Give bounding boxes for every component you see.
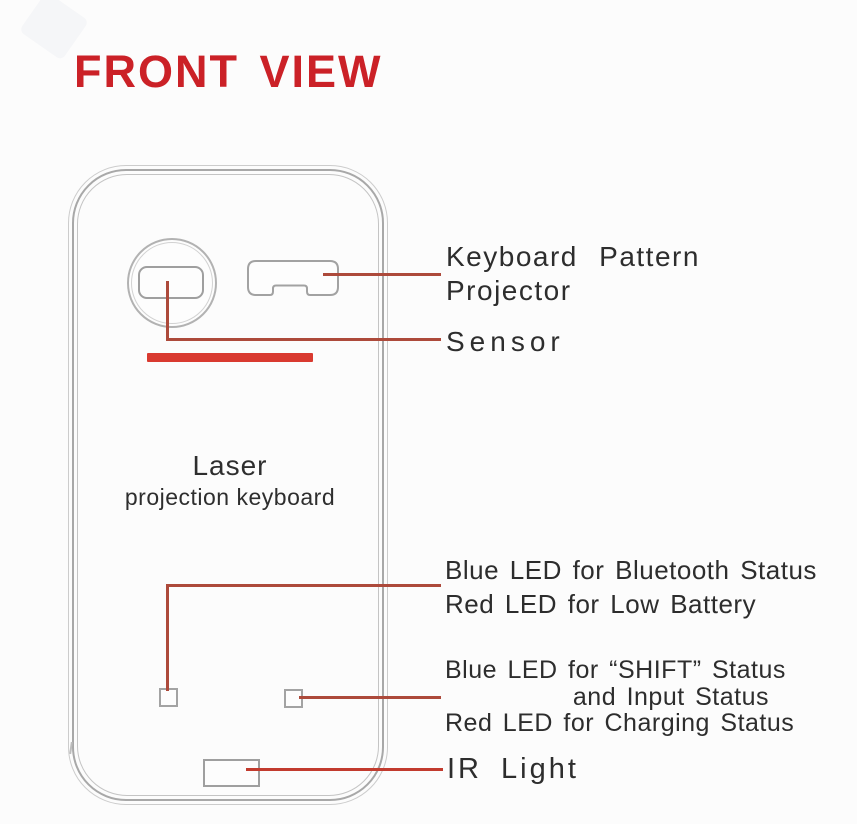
label-sensor: Sensor [446, 326, 565, 357]
label-projector-line1: Keyboard Pattern [446, 241, 700, 272]
callout-line-projector [323, 273, 441, 276]
sensor-opening-shape [246, 258, 341, 299]
label-led1-line1: Blue LED for Bluetooth Status [445, 555, 817, 585]
label-led2-line1: Blue LED for “SHIFT” Status [445, 656, 786, 684]
label-led1-line2: Red LED for Low Battery [445, 589, 757, 619]
callout-line-led1-vertical [166, 584, 169, 691]
device-name-line2: projection keyboard [124, 484, 336, 510]
callout-line-led1-horizontal [166, 584, 441, 587]
label-led-block1 [445, 553, 817, 621]
device-name-line1: Laser [192, 450, 268, 481]
projector-window [138, 266, 204, 299]
device-name [118, 450, 342, 511]
label-led-block2 [445, 657, 807, 737]
ir-light-window [203, 759, 260, 787]
label-led2-line2: and Input Status [572, 682, 769, 711]
callout-line-sensor-horizontal [166, 338, 441, 341]
label-ir-light: IR Light [447, 753, 579, 785]
label-projector-line2: Projector [446, 275, 572, 306]
callout-line-led2 [299, 696, 441, 699]
label-led2-line3: Red LED for Charging Status [445, 709, 795, 737]
page-title: FRONT VIEW [74, 46, 383, 97]
label-keyboard-pattern-projector [446, 240, 700, 308]
callout-line-ir [246, 768, 443, 771]
laser-aperture-bar [147, 353, 313, 362]
callout-line-sensor-vertical [166, 281, 169, 341]
